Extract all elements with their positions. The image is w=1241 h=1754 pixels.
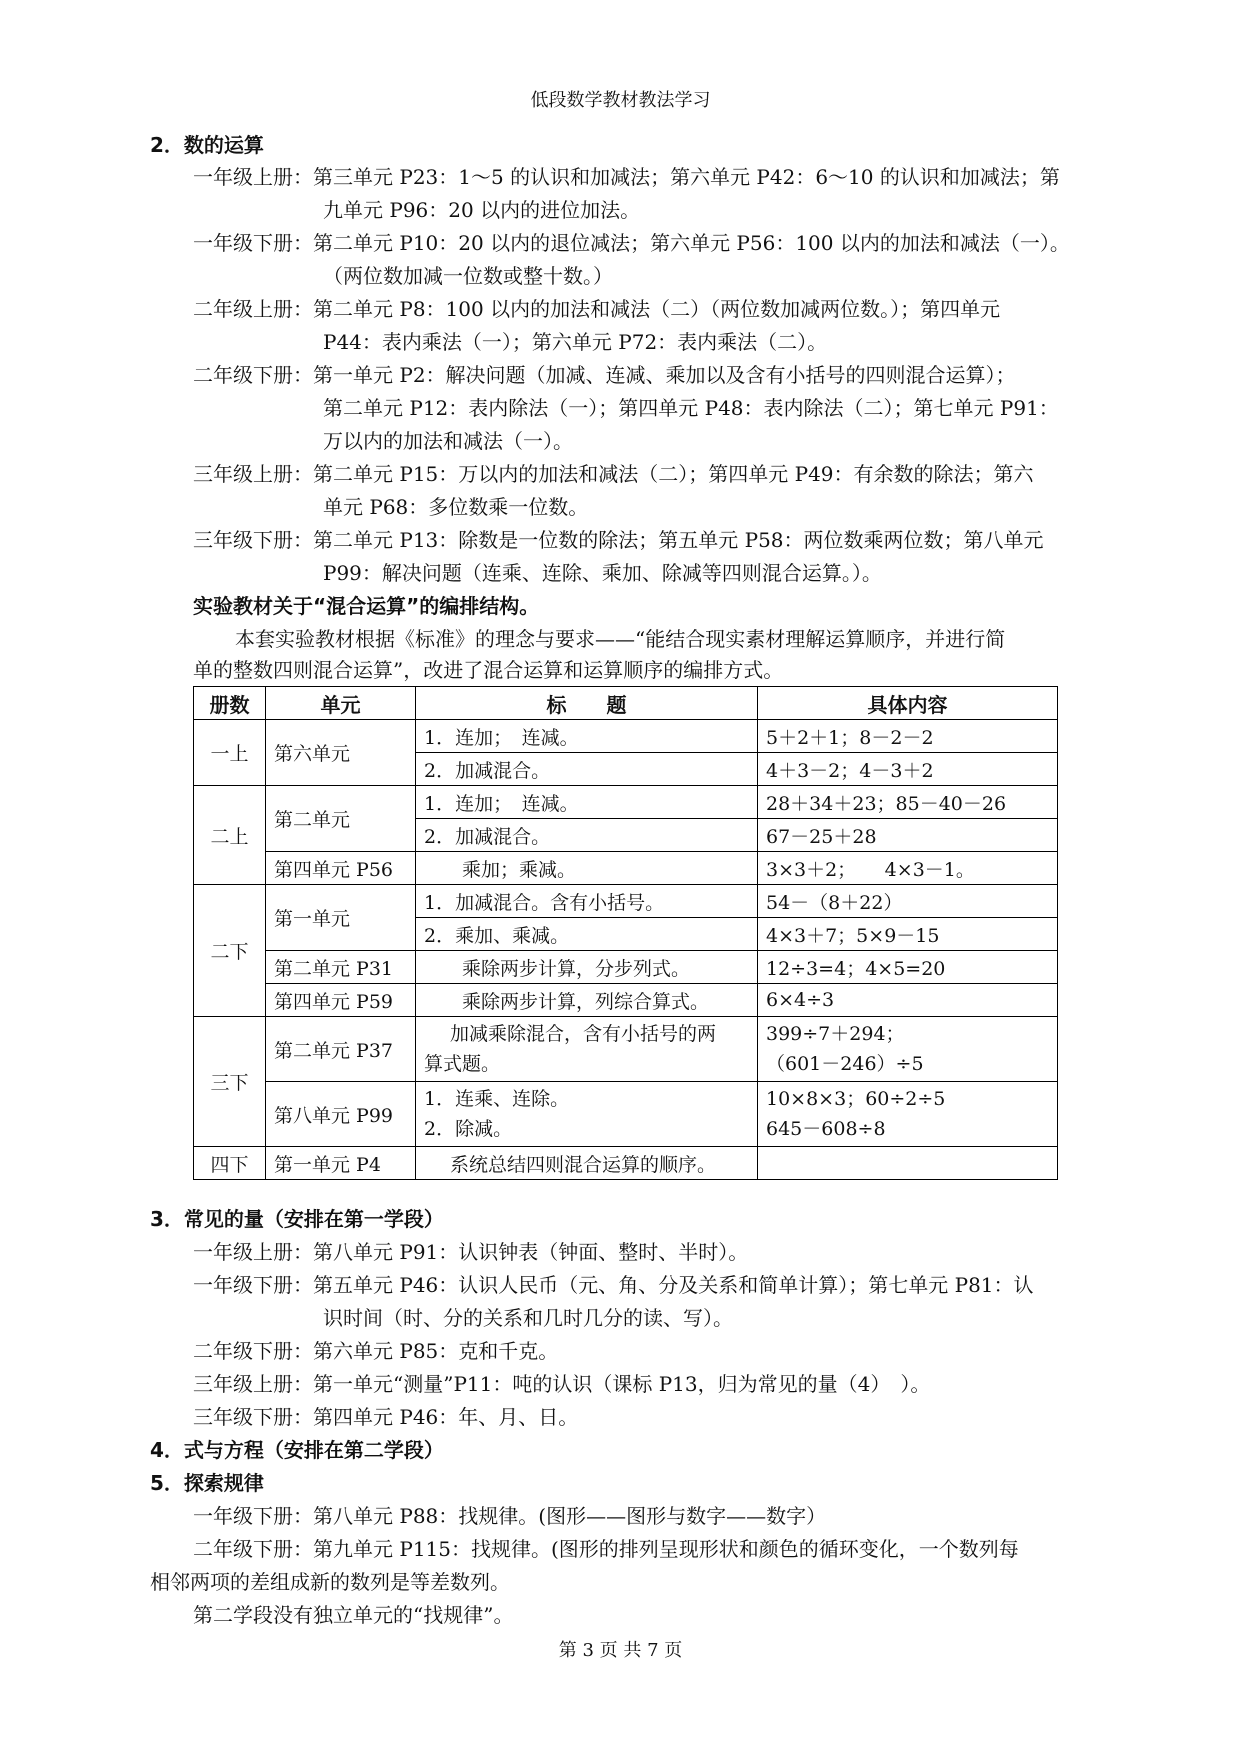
- title-cell: 2．加减混合。: [416, 753, 758, 786]
- column-header: 标 题: [416, 687, 758, 720]
- section-2-heading: 2．数的运算: [150, 133, 264, 157]
- unit-cell: 第二单元: [266, 786, 416, 852]
- column-header: 具体内容: [758, 687, 1058, 720]
- title-cell: 1．连加； 连减。: [416, 786, 758, 819]
- title-line: 1．连乘、连除。: [424, 1088, 570, 1110]
- text-line: 第二单元 P12：表内除法（一）；第四单元 P48：表内除法（二）；第七单元 P91：: [323, 396, 1059, 420]
- table-row: [194, 1147, 1058, 1180]
- table-row: [194, 1017, 1058, 1082]
- text-line: 第二学段没有独立单元的“找规律”。: [193, 1603, 514, 1627]
- text-line: 单元 P68：多位数乘一位数。: [323, 495, 589, 519]
- content-line: 399÷7＋294；: [766, 1023, 905, 1045]
- text-line: 单的整数四则混合运算”，改进了混合运算和运算顺序的编排方式。: [193, 658, 784, 682]
- content-cell: 54－（8＋22）: [758, 885, 1058, 918]
- text-line: 本套实验教材根据《标准》的理念与要求——“能结合现实素材理解运算顺序，并进行简: [235, 627, 1006, 651]
- text-line: 二年级下册：第六单元 P85：克和千克。: [193, 1339, 559, 1363]
- text-line: （两位数加减一位数或整十数。）: [323, 264, 613, 288]
- title-cell: 1．加减混合。含有小括号。: [416, 885, 758, 918]
- content-cell: 4＋3－2；4－3＋2: [758, 753, 1058, 786]
- title-cell: 乘加；乘减。: [416, 852, 758, 885]
- content-cell: 4×3＋7；5×9－15: [758, 918, 1058, 951]
- volume-cell: 一上: [194, 720, 266, 786]
- unit-cell: 第四单元 P56: [266, 852, 416, 885]
- title-cell: 乘除两步计算，分步列式。: [416, 951, 758, 984]
- text-line: 三年级上册：第二单元 P15：万以内的加法和减法（二）；第四单元 P49：有余数的除法；第六: [193, 462, 1034, 486]
- text-line: P99：解决问题（连乘、连除、乘加、除减等四则混合运算。）。: [323, 561, 882, 585]
- column-header: 单元: [266, 687, 416, 720]
- volume-cell: 二上: [194, 786, 266, 885]
- text-line: 一年级上册：第三单元 P23：1～5 的认识和加减法；第六单元 P42：6～10 的认识和加减法；第: [193, 165, 1060, 189]
- volume-cell: 三下: [194, 1017, 266, 1147]
- title-cell: 系统总结四则混合运算的顺序。: [416, 1147, 758, 1180]
- text-line: P44：表内乘法（一）；第六单元 P72：表内乘法（二）。: [323, 330, 828, 354]
- title-cell: 乘除两步计算，列综合算式。: [416, 984, 758, 1017]
- volume-cell: 二下: [194, 885, 266, 1017]
- table-row: [194, 951, 1058, 984]
- table-row: [194, 984, 1058, 1017]
- volume-cell: 四下: [194, 1147, 266, 1180]
- text-line: 一年级上册：第八单元 P91：认识钟表（钟面、整时、半时）。: [193, 1240, 749, 1264]
- table-row: [194, 720, 1058, 753]
- text-line: 三年级下册：第二单元 P13：除数是一位数的除法；第五单元 P58：两位数乘两位数；第八单元: [193, 528, 1044, 552]
- title-line: 加减乘除混合，含有小括号的两: [450, 1023, 717, 1045]
- text-line: 相邻两项的差组成新的数列是等差数列。: [150, 1570, 510, 1594]
- content-cell: [758, 1082, 1058, 1147]
- unit-cell: 第一单元 P4: [266, 1147, 416, 1180]
- table-row: [194, 786, 1058, 819]
- table-header-row: [194, 687, 1058, 720]
- page-footer: 第 3 页 共 7 页: [558, 1640, 683, 1661]
- title-cell: [416, 1017, 758, 1082]
- table-row: [194, 852, 1058, 885]
- title-cell: 2．乘加、乘减。: [416, 918, 758, 951]
- title-line: 算式题。: [424, 1053, 501, 1075]
- unit-cell: 第一单元: [266, 885, 416, 951]
- content-line: （601－246）÷5: [766, 1053, 924, 1075]
- mixed-operations-table: [193, 686, 1058, 1180]
- text-line: 一年级下册：第八单元 P88：找规律。(图形——图形与数字——数字）: [193, 1504, 827, 1528]
- unit-cell: 第二单元 P31: [266, 951, 416, 984]
- unit-cell: 第四单元 P59: [266, 984, 416, 1017]
- unit-cell: 第六单元: [266, 720, 416, 786]
- text-line: 一年级下册：第五单元 P46：认识人民币（元、角、分及关系和简单计算）；第七单元 P81：认: [193, 1273, 1034, 1297]
- text-line: 万以内的加法和减法（一）。: [323, 429, 573, 453]
- text-line: 一年级下册：第二单元 P10：20 以内的退位减法；第六单元 P56：100 以内的加法和减法（一）。: [193, 231, 1070, 255]
- title-cell: 1．连加； 连减。: [416, 720, 758, 753]
- section-3-heading: 3．常见的量（安排在第一学段）: [150, 1207, 444, 1231]
- content-cell: 67－25＋28: [758, 819, 1058, 852]
- content-line: 10×8×3；60÷2÷5: [766, 1088, 946, 1110]
- section-4-heading: 4．式与方程（安排在第二学段）: [150, 1438, 444, 1462]
- unit-cell: 第二单元 P37: [266, 1017, 416, 1082]
- unit-cell: 第八单元 P99: [266, 1082, 416, 1147]
- text-line: 二年级下册：第九单元 P115：找规律。(图形的排列呈现形状和颜色的循环变化，一个数列每: [193, 1537, 1019, 1561]
- table-row: [194, 885, 1058, 918]
- content-cell: 3×3＋2； 4×3－1。: [758, 852, 1058, 885]
- content-cell: [758, 1017, 1058, 1082]
- text-line: 九单元 P96：20 以内的进位加法。: [323, 198, 641, 222]
- content-cell: 12÷3=4；4×5=20: [758, 951, 1058, 984]
- content-line: 645－608÷8: [766, 1118, 886, 1140]
- content-cell: 5＋2＋1；8－2－2: [758, 720, 1058, 753]
- page-header: 低段数学教材教法学习: [530, 90, 711, 111]
- title-cell: [416, 1082, 758, 1147]
- text-line: 二年级下册：第一单元 P2：解决问题（加减、连减、乘加以及含有小括号的四则混合运算）；: [193, 363, 1016, 387]
- column-header: 册数: [194, 687, 266, 720]
- content-cell: 6×4÷3: [758, 984, 1058, 1017]
- text-line: 二年级上册：第二单元 P8：100 以内的加法和减法（二）（两位数加减两位数。）；第四单元: [193, 297, 1001, 321]
- text-line: 三年级下册：第四单元 P46：年、月、日。: [193, 1405, 579, 1429]
- text-line: 三年级上册：第一单元“测量”P11：吨的认识（课标 P13，归为常见的量（4） ）。: [193, 1372, 931, 1396]
- title-cell: 2．加减混合。: [416, 819, 758, 852]
- table-row: [194, 1082, 1058, 1147]
- content-cell: 28＋34＋23；85－40－26: [758, 786, 1058, 819]
- content-cell: [758, 1147, 1058, 1180]
- text-line: 识时间（时、分的关系和几时几分的读、写）。: [323, 1306, 733, 1330]
- section-5-heading: 5．探索规律: [150, 1471, 264, 1495]
- mix-heading: 实验教材关于“混合运算”的编排结构。: [193, 594, 540, 618]
- title-line: 2．除减。: [424, 1118, 513, 1140]
